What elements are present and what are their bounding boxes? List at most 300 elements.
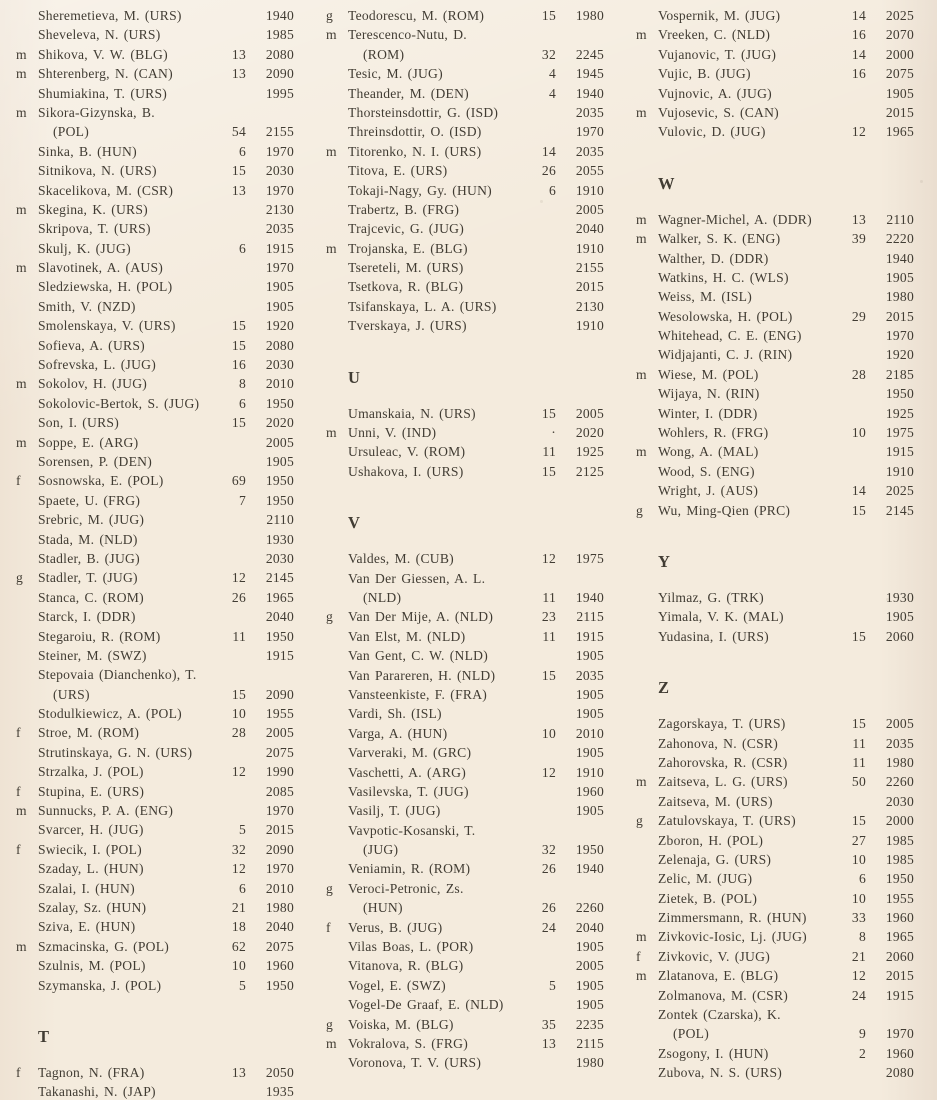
rating-value: 2020 [575, 425, 604, 441]
player-row [630, 908, 914, 927]
games-count [524, 25, 556, 44]
player-name: Sunnucks, P. A. (ENG) [38, 803, 174, 819]
player-name: (HUN) [363, 900, 403, 916]
player-row [10, 374, 294, 393]
title-prefix [630, 792, 658, 811]
rating-value: 1925 [885, 405, 914, 421]
games-count: 11 [542, 628, 556, 644]
player-name: Winter, I. (DDR) [658, 405, 758, 421]
games-count: 69 [231, 473, 246, 489]
player-name: (ROM) [363, 46, 405, 62]
games-count: 15 [541, 463, 556, 479]
title-prefix [320, 588, 348, 607]
player-row [10, 122, 294, 141]
title-prefix: m [326, 1035, 337, 1051]
rating-value: 1970 [575, 124, 604, 140]
player-row [320, 666, 604, 685]
games-count [214, 1082, 246, 1100]
player-row [10, 45, 294, 64]
rating-value: 2110 [266, 512, 294, 528]
player-name: Zahonova, N. (CSR) [658, 735, 779, 751]
games-count: 12 [541, 764, 556, 780]
rating-value: 2035 [575, 143, 604, 159]
player-name: Tverskaya, J. (URS) [348, 318, 467, 334]
player-name: Sosnowska, E. (POL) [38, 473, 164, 489]
rating-value: 1950 [885, 386, 914, 402]
player-row [10, 258, 294, 277]
player-row [630, 103, 914, 122]
player-name: Sheremetieva, M. (URS) [38, 8, 182, 23]
games-count: 33 [851, 910, 866, 926]
player-row [320, 763, 604, 782]
games-count [524, 704, 556, 723]
rating-value: 1925 [575, 444, 604, 460]
rating-value: 1980 [575, 1055, 604, 1071]
title-prefix [10, 762, 38, 781]
section-header-y: Y [658, 551, 671, 571]
player-name: Steiner, M. (SWZ) [38, 647, 147, 663]
player-name: Wu, Ming-Qien (PRC) [658, 502, 791, 518]
player-name: Strzalka, J. (POL) [38, 764, 144, 780]
rating-value: 2070 [885, 27, 914, 43]
games-count [214, 646, 246, 665]
player-name: Ushakova, I. (URS) [348, 463, 464, 479]
player-row [630, 6, 914, 25]
title-prefix: m [636, 366, 647, 382]
games-count [524, 782, 556, 801]
player-name: Sofrevska, L. (JUG) [38, 357, 156, 373]
player-name: Van Parareren, H. (NLD) [348, 667, 496, 683]
rating-value: 2110 [886, 211, 914, 227]
player-name: Zahorovska, R. (CSR) [658, 754, 788, 770]
games-count: 15 [231, 318, 246, 334]
player-name: Vujanovic, T. (JUG) [658, 46, 777, 62]
player-name: Vokralova, S. (FRG) [348, 1035, 469, 1051]
player-row [10, 394, 294, 413]
rating-value: 2010 [575, 725, 604, 741]
player-row [10, 161, 294, 180]
player-row [10, 297, 294, 316]
player-row [10, 937, 294, 956]
player-row [630, 1024, 914, 1043]
title-prefix [320, 724, 348, 743]
title-prefix: m [636, 104, 647, 120]
rating-value: 1910 [575, 764, 604, 780]
games-count [524, 801, 556, 820]
title-prefix [10, 1082, 38, 1100]
rating-value: 2030 [265, 357, 294, 373]
games-count [214, 510, 246, 529]
games-count [214, 549, 246, 568]
rating-value: 1950 [885, 871, 914, 887]
rating-value: 1910 [575, 240, 604, 256]
player-name: Spaete, U. (FRG) [38, 492, 141, 508]
games-count: 15 [231, 337, 246, 353]
column-1 [10, 6, 294, 1100]
player-row [320, 859, 604, 878]
title-prefix: m [326, 240, 337, 256]
player-row [630, 122, 914, 141]
rating-value: 1905 [575, 977, 604, 993]
title-prefix: f [326, 919, 331, 935]
player-name: Voiska, M. (BLG) [348, 1016, 454, 1032]
title-prefix [630, 307, 658, 326]
player-row [630, 792, 914, 811]
player-row [630, 442, 914, 461]
player-row [320, 801, 604, 820]
player-name: Trojanska, E. (BLG) [348, 240, 468, 256]
rating-value: 2075 [265, 744, 294, 760]
title-prefix [630, 734, 658, 753]
player-name: Thorsteinsdottir, G. (ISD) [348, 104, 499, 120]
games-count: 14 [851, 483, 866, 499]
player-name: Yilmaz, G. (TRK) [658, 589, 764, 605]
player-row [320, 879, 604, 898]
games-count: 16 [851, 27, 866, 43]
rating-value: 2080 [265, 337, 294, 353]
rating-value: 1940 [575, 861, 604, 877]
title-prefix: g [326, 1016, 334, 1032]
games-count [834, 103, 866, 122]
games-count [214, 6, 246, 25]
player-name: Vansteenkiste, F. (FRA) [348, 686, 488, 702]
title-prefix [10, 491, 38, 510]
player-name: Stepovaia (Dianchenko), T. [38, 667, 197, 683]
player-name: Sorensen, P. (DEN) [38, 453, 152, 469]
player-name: Sikora-Gizynska, B. [38, 104, 155, 120]
games-count: 6 [238, 395, 246, 411]
title-prefix: m [636, 444, 647, 460]
games-count [834, 1005, 866, 1024]
rating-value: 2220 [885, 231, 914, 247]
games-count: 13 [231, 182, 246, 198]
title-prefix: m [636, 929, 647, 945]
rating-value: 2030 [265, 163, 294, 179]
player-name: Szalai, I. (HUN) [38, 880, 135, 896]
title-prefix [630, 607, 658, 626]
games-count [524, 277, 556, 296]
title-prefix: m [326, 425, 337, 441]
title-prefix [10, 530, 38, 549]
player-row [10, 530, 294, 549]
player-row [630, 25, 914, 44]
games-count: 2 [858, 1045, 866, 1061]
games-count: 5 [238, 822, 246, 838]
player-row [10, 956, 294, 975]
rating-value: 1905 [265, 298, 294, 314]
player-row [320, 607, 604, 626]
rating-value: 1940 [575, 85, 604, 101]
player-row [320, 782, 604, 801]
player-name: Stroe, M. (ROM) [38, 725, 140, 741]
games-count: 9 [858, 1026, 866, 1042]
games-count: 12 [541, 551, 556, 567]
player-name: Strutinskaya, G. N. (URS) [38, 744, 193, 760]
rating-value: 1910 [575, 318, 604, 334]
title-prefix [630, 481, 658, 500]
player-row [630, 753, 914, 772]
player-row [320, 103, 604, 122]
games-count: 28 [851, 366, 866, 382]
column-2 [320, 6, 604, 1073]
title-prefix [10, 956, 38, 975]
player-row [10, 355, 294, 374]
games-count: 14 [541, 143, 556, 159]
rating-value: 1905 [265, 453, 294, 469]
player-name: Sitnikova, N. (URS) [38, 163, 157, 179]
title-prefix [10, 413, 38, 432]
player-row [320, 995, 604, 1014]
player-name: Trabertz, B. (FRG) [348, 201, 460, 217]
games-count: 12 [231, 570, 246, 586]
player-row [10, 181, 294, 200]
rating-value: 2010 [265, 880, 294, 896]
rating-value: 1920 [265, 318, 294, 334]
rating-value: 1965 [885, 124, 914, 140]
player-row [320, 976, 604, 995]
games-count [214, 782, 246, 801]
games-count [524, 103, 556, 122]
player-name: Teodorescu, M. (ROM) [348, 8, 485, 23]
rating-value: 1905 [575, 745, 604, 761]
player-row [10, 64, 294, 83]
rating-value: 2155 [265, 124, 294, 140]
rating-value: 1970 [265, 182, 294, 198]
games-count: 12 [231, 764, 246, 780]
title-prefix [320, 316, 348, 335]
rating-value: 2030 [885, 793, 914, 809]
player-row [630, 287, 914, 306]
player-row [630, 462, 914, 481]
games-count [214, 801, 246, 820]
player-name: Tagnon, N. (FRA) [38, 1064, 145, 1080]
player-row [320, 142, 604, 161]
rating-value: 2245 [575, 46, 604, 62]
player-name: Srebric, M. (JUG) [38, 512, 145, 528]
games-count [834, 607, 866, 626]
rating-value: 1915 [265, 240, 294, 256]
games-count [524, 316, 556, 335]
games-count [524, 219, 556, 238]
player-name: Unni, V. (IND) [348, 425, 437, 441]
games-count [214, 258, 246, 277]
player-row [10, 665, 294, 684]
games-count [834, 345, 866, 364]
games-count [524, 646, 556, 665]
rating-value: 2005 [265, 725, 294, 741]
games-count: 5 [238, 977, 246, 993]
rating-value [556, 879, 604, 898]
rating-value: 2035 [265, 221, 294, 237]
games-count [214, 25, 246, 44]
games-count: 26 [231, 589, 246, 605]
player-name: Wesolowska, H. (POL) [658, 308, 793, 324]
title-prefix [10, 219, 38, 238]
player-name: Zelic, M. (JUG) [658, 871, 753, 887]
player-name: Slavotinek, A. (AUS) [38, 260, 164, 276]
player-row [630, 307, 914, 326]
games-count [524, 821, 556, 840]
player-name: Sziva, E. (HUN) [38, 919, 136, 935]
player-row [10, 452, 294, 471]
title-prefix [10, 277, 38, 296]
player-name: Threinsdottir, O. (ISD) [348, 124, 482, 140]
player-name: (JUG) [363, 842, 399, 858]
rating-value: 1960 [265, 958, 294, 974]
player-name: Van Gent, C. W. (NLD) [348, 648, 488, 664]
rating-value: 1960 [885, 1045, 914, 1061]
player-row [320, 956, 604, 975]
rating-value: 2040 [265, 609, 294, 625]
rating-value: 2010 [265, 376, 294, 392]
rating-value: 1980 [265, 899, 294, 915]
title-prefix: m [636, 231, 647, 247]
games-count [524, 685, 556, 704]
games-count [834, 326, 866, 345]
player-row [630, 423, 914, 442]
player-row [10, 588, 294, 607]
title-prefix [10, 355, 38, 374]
rating-value: 1940 [265, 8, 294, 23]
player-name: Szmacinska, G. (POL) [38, 938, 170, 954]
games-count [834, 442, 866, 461]
rating-value: 1915 [885, 444, 914, 460]
title-prefix [320, 646, 348, 665]
rating-value: 2040 [265, 919, 294, 935]
rating-value: 1920 [885, 347, 914, 363]
rating-value: 1905 [575, 803, 604, 819]
games-count: 4 [548, 66, 556, 82]
player-name: Soppe, E. (ARG) [38, 434, 139, 450]
games-count [834, 462, 866, 481]
player-name: Vitanova, R. (BLG) [348, 958, 464, 974]
player-row [10, 801, 294, 820]
player-name: Shikova, V. W. (BLG) [38, 46, 168, 62]
title-prefix [10, 743, 38, 762]
rating-value: 2075 [885, 66, 914, 82]
games-count: 11 [542, 589, 556, 605]
player-name: Shterenberg, N. (CAN) [38, 66, 173, 82]
title-prefix [10, 859, 38, 878]
player-name: Swiecik, I. (POL) [38, 841, 142, 857]
title-prefix [10, 588, 38, 607]
rating-value: 1965 [885, 929, 914, 945]
player-name: Wiese, M. (POL) [658, 366, 759, 382]
rating-value: 2115 [576, 609, 604, 625]
player-row [320, 840, 604, 859]
title-prefix [630, 384, 658, 403]
player-row [10, 743, 294, 762]
player-row [10, 762, 294, 781]
player-row [630, 404, 914, 423]
games-count: 35 [541, 1016, 556, 1032]
title-prefix: m [16, 201, 27, 217]
title-prefix [10, 549, 38, 568]
player-row [10, 1063, 294, 1082]
player-row [10, 976, 294, 995]
title-prefix: f [16, 841, 21, 857]
player-row [630, 84, 914, 103]
player-name: Tesic, M. (JUG) [348, 66, 443, 82]
games-count [834, 1063, 866, 1082]
title-prefix [630, 345, 658, 364]
player-name: Zivkovic-Iosic, Lj. (JUG) [658, 929, 807, 945]
player-row [10, 646, 294, 665]
rating-value: 1915 [885, 987, 914, 1003]
player-row [10, 103, 294, 122]
games-count: 6 [238, 143, 246, 159]
title-prefix [320, 161, 348, 180]
games-count: 29 [851, 308, 866, 324]
player-row [320, 161, 604, 180]
title-prefix [320, 976, 348, 995]
player-row [630, 772, 914, 791]
rating-value: 1940 [885, 250, 914, 266]
player-name: Zaitseva, L. G. (URS) [658, 774, 788, 790]
title-prefix [320, 627, 348, 646]
player-row [630, 64, 914, 83]
games-count [214, 84, 246, 103]
player-row [10, 704, 294, 723]
player-row [630, 481, 914, 500]
title-prefix: f [16, 725, 21, 741]
player-name: Van Der Mije, A. (NLD) [348, 609, 494, 625]
rating-value: 2035 [885, 735, 914, 751]
title-prefix [10, 161, 38, 180]
title-prefix: f [16, 783, 21, 799]
title-prefix [630, 249, 658, 268]
title-prefix: f [16, 473, 21, 489]
games-count: 12 [231, 861, 246, 877]
title-prefix [320, 442, 348, 461]
player-name: Skripova, T. (URS) [38, 221, 151, 237]
player-name: Sinka, B. (HUN) [38, 143, 137, 159]
title-prefix [320, 84, 348, 103]
rating-value: 2055 [575, 163, 604, 179]
player-row [630, 268, 914, 287]
player-row [10, 239, 294, 258]
rating-value [556, 25, 604, 44]
player-name: Szaday, L. (HUN) [38, 861, 144, 877]
player-row [630, 1005, 914, 1024]
player-name: Son, I. (URS) [38, 415, 120, 431]
player-name: Umanskaia, N. (URS) [348, 405, 476, 421]
player-name: Wood, S. (ENG) [658, 463, 755, 479]
title-prefix [10, 510, 38, 529]
games-count: 15 [851, 628, 866, 644]
games-count: 14 [851, 8, 866, 23]
title-prefix: m [326, 27, 337, 43]
games-count: 21 [231, 899, 246, 915]
player-row [630, 384, 914, 403]
rating-value: 1905 [575, 686, 604, 702]
player-row [320, 588, 604, 607]
player-name: Yimala, V. K. (MAL) [658, 609, 784, 625]
player-row [10, 413, 294, 432]
rating-value: 2090 [265, 66, 294, 82]
rating-value: 2015 [885, 104, 914, 120]
player-name: Sheveleva, N. (URS) [38, 27, 161, 43]
player-row [320, 627, 604, 646]
player-row [320, 898, 604, 917]
games-count: 28 [231, 725, 246, 741]
games-count: 15 [541, 405, 556, 421]
player-name: Theander, M. (DEN) [348, 85, 469, 101]
rating-value: 2085 [265, 783, 294, 799]
player-row [320, 6, 604, 25]
rating-value: 1915 [575, 628, 604, 644]
rating-value: 1980 [885, 289, 914, 305]
